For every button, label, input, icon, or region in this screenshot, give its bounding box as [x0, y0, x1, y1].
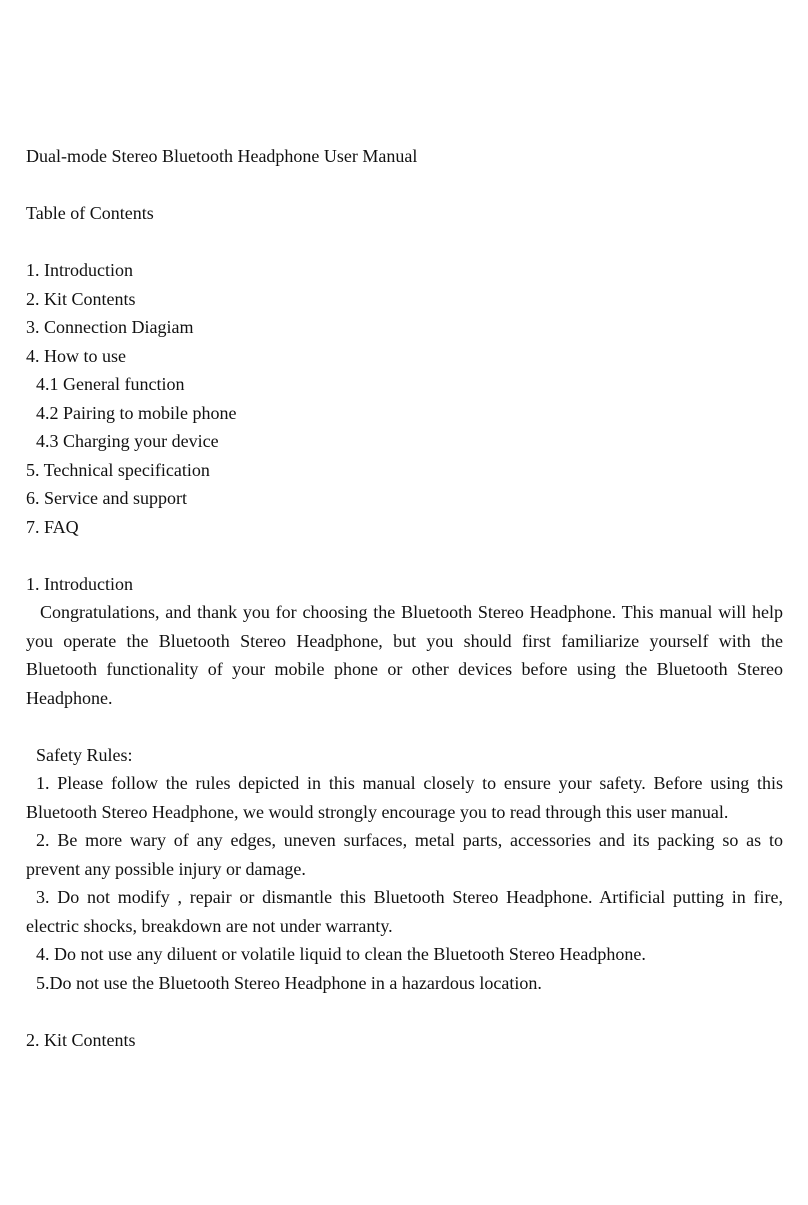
safety-heading: Safety Rules:: [36, 744, 133, 765]
safety-rule: 4. Do not use any diluent or volatile liquid to clean the Bluetooth Stereo Headphone.: [36, 944, 646, 964]
safety-rule: 2. Be more wary of any edges, uneven surfaces, metal parts, accessories and its packing so as to prevent any possible injury or damage.: [26, 830, 783, 879]
document-title: Dual-mode Stereo Bluetooth Headphone User Manual: [26, 146, 418, 166]
kit-contents-heading: 2. Kit Contents: [26, 1029, 136, 1050]
toc-heading: Table of Contents: [26, 203, 154, 223]
toc-item: 4. How to use: [26, 345, 126, 366]
safety-rule: 1. Please follow the rules depicted in this manual closely to ensure your safety. Before using this Bluetooth Stereo Headphone, we would strongly encourage you to read through this user manual.: [26, 773, 783, 822]
spacer: [26, 997, 783, 1026]
toc-item: 6. Service and support: [26, 488, 187, 508]
toc-subitem: 4.3 Charging your device: [36, 431, 219, 451]
toc-subitem: 4.1 General function: [36, 374, 185, 394]
introduction-heading: 1. Introduction: [26, 573, 133, 594]
toc-item: 3. Connection Diagiam: [26, 317, 194, 337]
manual-page: [26, 142, 783, 1054]
spacer: [26, 171, 783, 200]
spacer: [26, 228, 783, 257]
safety-rule: 5.Do not use the Bluetooth Stereo Headphone in a hazardous location.: [36, 972, 542, 993]
toc-item: 1. Introduction: [26, 260, 133, 280]
toc-item: 2. Kit Contents: [26, 288, 136, 309]
introduction-paragraph: Congratulations, and thank you for choosing the Bluetooth Stereo Headphone. This manual will help you operate the Bluetooth Stereo Headphone, but you should first familiarize yourself with the Bluetooth functionality of your mobile phone or other devices before using the Bluetooth Stereo Headphone.: [26, 602, 783, 708]
toc-item: 7. FAQ: [26, 516, 79, 537]
toc-subitem: 4.2 Pairing to mobile phone: [36, 402, 237, 423]
spacer: [26, 712, 783, 741]
safety-rule: 3. Do not modify , repair or dismantle this Bluetooth Stereo Headphone. Artificial putting in fire, electric shocks, breakdown are not under warranty.: [26, 887, 783, 936]
toc-item: 5. Technical specification: [26, 459, 210, 480]
spacer: [26, 541, 783, 570]
toc-list: [26, 256, 783, 541]
